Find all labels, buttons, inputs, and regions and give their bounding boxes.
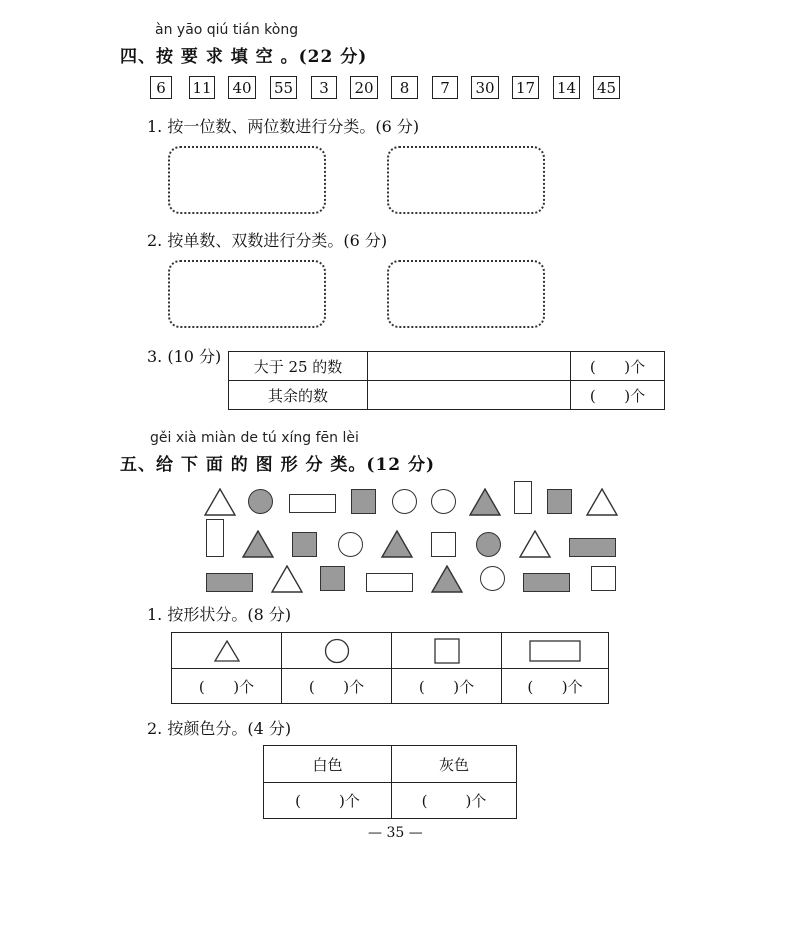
white-header: 白色 [264, 746, 392, 783]
section4-pinyin: àn yāo qiú tián kòng [155, 22, 299, 38]
white-square-icon [591, 566, 616, 591]
count-cell[interactable]: ( )个 [172, 669, 282, 704]
section5-q2: 2. 按颜色分。(4 分) [147, 719, 292, 738]
white-triangle-icon [271, 565, 303, 593]
gray-square-icon [320, 566, 345, 591]
answer-area-two-digit[interactable] [387, 146, 545, 214]
section4-q2: 2. 按单数、双数进行分类。(6 分) [147, 231, 388, 250]
rectangle-icon [529, 640, 581, 662]
number-box: 14 [553, 76, 580, 99]
white-circle-icon [480, 566, 505, 591]
gray-triangle-icon [381, 530, 413, 558]
row-label: 其余的数 [229, 381, 368, 410]
gray-triangle-icon [242, 530, 274, 558]
page-number: — 35 — [368, 825, 423, 841]
white-tall-rectangle-icon [206, 519, 224, 557]
number-box: 17 [512, 76, 539, 99]
count-cell[interactable]: ( )个 [282, 669, 392, 704]
triangle-header [172, 633, 282, 669]
gray-rectangle-icon [569, 538, 616, 557]
section4-q3: 3. (10 分) [147, 347, 222, 366]
count-cell[interactable]: ( )个 [264, 783, 392, 819]
answer-area-single-digit[interactable] [168, 146, 326, 214]
gray-square-icon [351, 489, 376, 514]
section4-q1: 1. 按一位数、两位数进行分类。(6 分) [147, 117, 420, 136]
circle-header [282, 633, 392, 669]
section5-pinyin: gěi xià miàn de tú xíng fēn lèi [150, 430, 359, 446]
triangle-icon [214, 640, 240, 662]
count-cell[interactable]: ( )个 [571, 381, 665, 410]
white-rectangle-icon [366, 573, 413, 592]
answer-area-odd[interactable] [168, 260, 326, 328]
number-box: 6 [150, 76, 172, 99]
section4-title: 四、按 要 求 填 空 。(22 分) [120, 47, 368, 67]
number-box: 30 [471, 76, 499, 99]
circle-icon [324, 638, 350, 664]
answer-area-even[interactable] [387, 260, 545, 328]
gray-rectangle-icon [523, 573, 570, 592]
row-label: 大于 25 的数 [229, 352, 368, 381]
white-circle-icon [338, 532, 363, 557]
gray-rectangle-icon [206, 573, 253, 592]
count-cell[interactable]: ( )个 [502, 669, 609, 704]
number-box: 20 [350, 76, 378, 99]
number-box: 8 [391, 76, 418, 99]
number-box: 45 [593, 76, 620, 99]
square-icon [434, 638, 460, 664]
count-cell[interactable]: ( )个 [571, 352, 665, 381]
color-count-table [263, 745, 517, 819]
square-header [392, 633, 502, 669]
section5-title: 五、给 下 面 的 图 形 分 类。(12 分) [120, 455, 436, 475]
gray-circle-icon [476, 532, 501, 557]
gray-square-icon [292, 532, 317, 557]
count-cell[interactable]: ( )个 [392, 783, 517, 819]
gray-square-icon [547, 489, 572, 514]
answer-cell[interactable] [368, 352, 571, 381]
white-square-icon [431, 532, 456, 557]
answer-cell[interactable] [368, 381, 571, 410]
gray-triangle-icon [431, 565, 463, 593]
white-triangle-icon [519, 530, 551, 558]
white-circle-icon [392, 489, 417, 514]
number-box: 40 [228, 76, 256, 99]
number-box: 11 [189, 76, 215, 99]
gray-triangle-icon [469, 488, 501, 516]
gray-header: 灰色 [392, 746, 517, 783]
white-triangle-icon [204, 488, 236, 516]
white-triangle-icon [586, 488, 618, 516]
number-box: 55 [270, 76, 297, 99]
shape-count-table [171, 632, 609, 704]
number-box: 3 [311, 76, 337, 99]
rectangle-header [502, 633, 609, 669]
white-circle-icon [431, 489, 456, 514]
count-cell[interactable]: ( )个 [392, 669, 502, 704]
number-compare-table [228, 351, 665, 410]
number-box: 7 [432, 76, 458, 99]
gray-circle-icon [248, 489, 273, 514]
white-rectangle-icon [289, 494, 336, 513]
section5-q1: 1. 按形状分。(8 分) [147, 605, 292, 624]
white-tall-rectangle-icon [514, 481, 532, 514]
